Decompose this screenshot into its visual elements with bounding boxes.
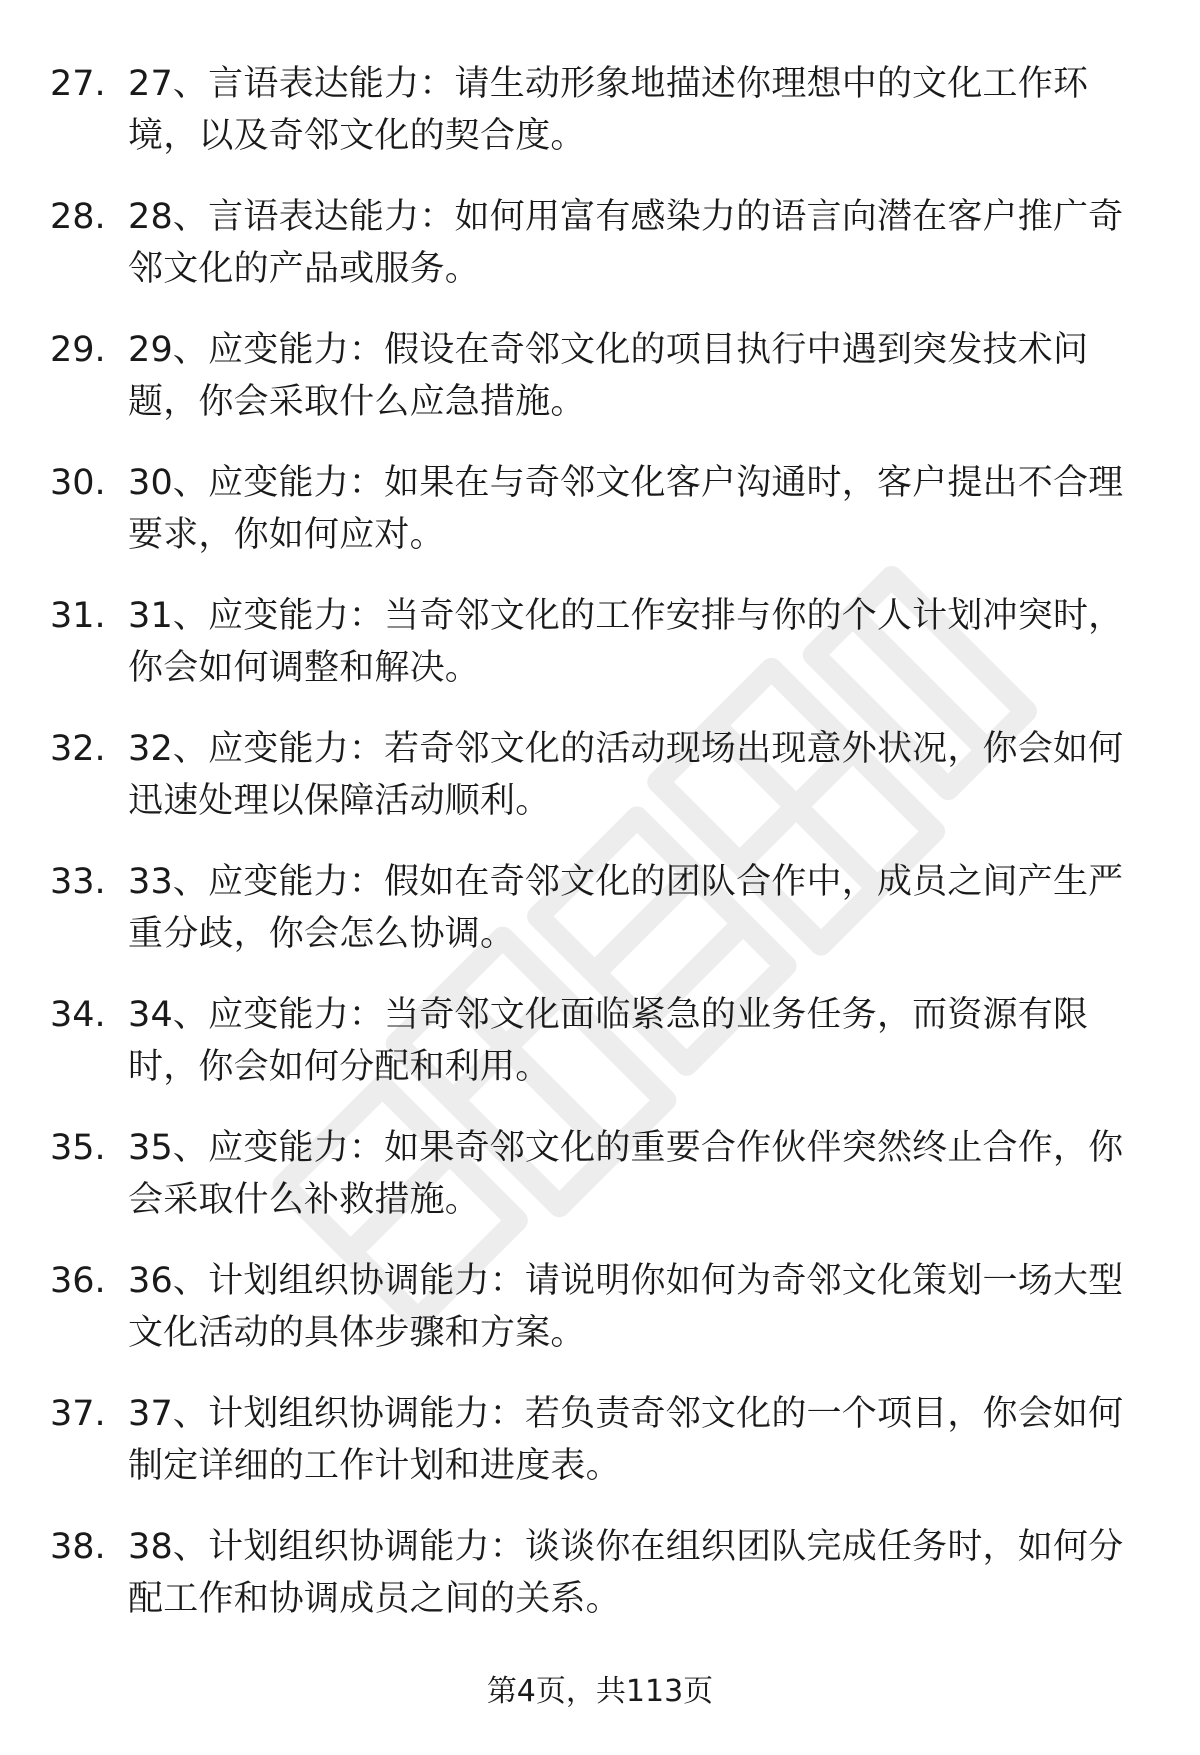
question-list — [50, 58, 1160, 1654]
question-number: 36. — [50, 1261, 106, 1301]
question-number: 28. — [50, 197, 106, 237]
question-number: 29. — [50, 330, 106, 370]
question-text: 29、应变能力：假设在奇邻文化的项目执行中遇到突发技术问题，你会采取什么应急措施。 — [128, 330, 1089, 422]
question-number: 27. — [50, 64, 106, 104]
question-text: 36、计划组织协调能力：请说明你如何为奇邻文化策划一场大型文化活动的具体步骤和方案。 — [128, 1261, 1124, 1353]
question-number: 35. — [50, 1128, 106, 1168]
question-number: 30. — [50, 463, 106, 503]
question-number: 32. — [50, 729, 106, 769]
question-text: 35、应变能力：如果奇邻文化的重要合作伙伴突然终止合作，你会采取什么补救措施。 — [128, 1128, 1124, 1220]
list-item — [50, 590, 1160, 723]
list-item — [50, 58, 1160, 191]
question-number: 33. — [50, 862, 106, 902]
list-item — [50, 457, 1160, 590]
question-text: 27、言语表达能力：请生动形象地描述你理想中的文化工作环境，以及奇邻文化的契合度。 — [128, 64, 1089, 156]
list-item — [50, 723, 1160, 856]
list-item — [50, 324, 1160, 457]
list-item — [50, 1388, 1160, 1521]
list-item — [50, 1255, 1160, 1388]
question-number: 38. — [50, 1527, 106, 1567]
list-item — [50, 191, 1160, 324]
list-item — [50, 989, 1160, 1122]
list-item — [50, 1122, 1160, 1255]
question-text: 30、应变能力：如果在与奇邻文化客户沟通时，客户提出不合理要求，你如何应对。 — [128, 463, 1124, 555]
list-item — [50, 1521, 1160, 1654]
question-text: 38、计划组织协调能力：谈谈你在组织团队完成任务时，如何分配工作和协调成员之间的关系。 — [128, 1527, 1124, 1619]
question-number: 37. — [50, 1394, 106, 1434]
question-number: 31. — [50, 596, 106, 636]
page-footer: 第4页，共113页 — [486, 1674, 714, 1709]
question-text: 28、言语表达能力：如何用富有感染力的语言向潜在客户推广奇邻文化的产品或服务。 — [128, 197, 1124, 289]
question-text: 37、计划组织协调能力：若负责奇邻文化的一个项目，你会如何制定详细的工作计划和进度表。 — [128, 1394, 1124, 1486]
question-text: 31、应变能力：当奇邻文化的工作安排与你的个人计划冲突时，你会如何调整和解决。 — [128, 596, 1124, 688]
question-number: 34. — [50, 995, 106, 1035]
list-item — [50, 856, 1160, 989]
question-text: 32、应变能力：若奇邻文化的活动现场出现意外状况，你会如何迅速处理以保障活动顺利。 — [128, 729, 1124, 821]
question-text: 34、应变能力：当奇邻文化面临紧急的业务任务，而资源有限时，你会如何分配和利用。 — [128, 995, 1089, 1087]
question-text: 33、应变能力：假如在奇邻文化的团队合作中，成员之间产生严重分歧，你会怎么协调。 — [128, 862, 1124, 954]
